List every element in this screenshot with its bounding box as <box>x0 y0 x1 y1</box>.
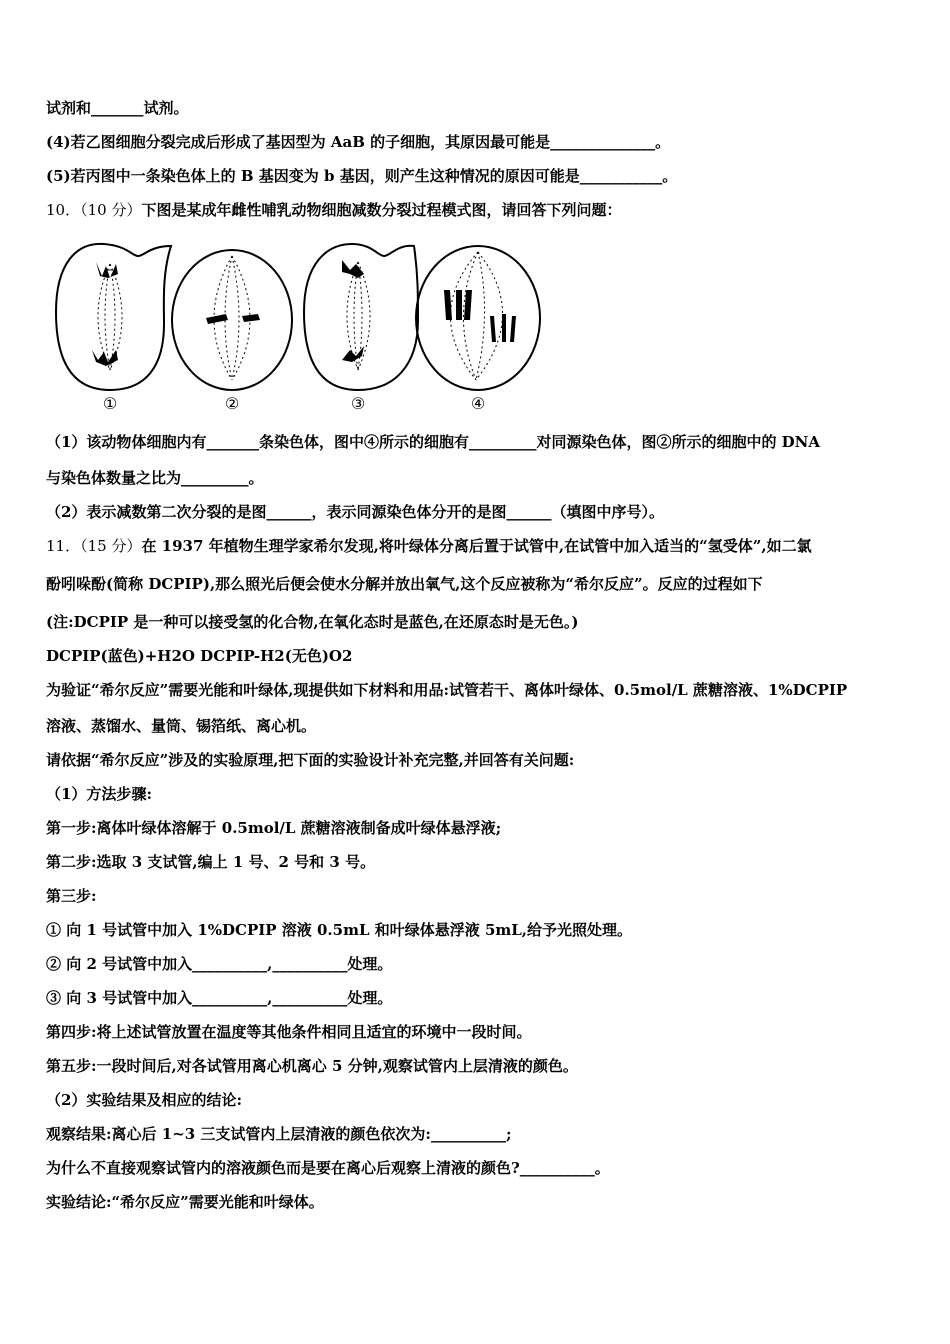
text-line: (5)若丙图中一条染色体上的 B 基因变为 b 基因，则产生这种情况的原因可能是___________。 <box>46 167 678 185</box>
text-line: ① 向 1 号试管中加入 1%DCPIP 溶液 0.5mL 和叶绿体悬浮液 5mL,给予光照处理。 <box>46 921 633 939</box>
question-10-stem: 10．（10 分）下图是某成年雌性哺乳动物细胞减数分裂过程模式图，请回答下列问题： <box>46 201 622 219</box>
cell-4-outline <box>416 246 540 390</box>
text-line: 第四步:将上述试管放置在温度等其他条件相同且适宜的环境中一段时间。 <box>46 1023 532 1041</box>
question-number: 10． <box>46 201 81 219</box>
text-line: 第三步: <box>46 887 97 905</box>
question-score: （10 分） <box>80 201 142 219</box>
meiosis-diagram <box>46 234 566 414</box>
text-line: （2）实验结果及相应的结论: <box>46 1091 242 1109</box>
text-line: 试剂和_______试剂。 <box>46 99 189 117</box>
text-line: (注:DCPIP 是一种可以接受氢的化合物,在氧化态时是蓝色,在还原态时是无色。) <box>46 613 579 631</box>
cell-3-outline <box>304 244 418 390</box>
text-line: 为什么不直接观察试管内的溶液颜色而是要在离心后观察上清液的颜色?__________。 <box>46 1159 610 1177</box>
text-line: (4)若乙图细胞分裂完成后形成了基因型为 AaB 的子细胞，其原因最可能是______________。 <box>46 133 671 151</box>
text-line: ② 向 2 号试管中加入__________,__________处理。 <box>46 955 393 973</box>
question-score: （15 分） <box>80 537 142 555</box>
text-line: 第一步:离体叶绿体溶解于 0.5mol/L 蔗糖溶液制备成叶绿体悬浮液; <box>46 819 502 837</box>
text-line: （1）该动物体细胞内有_______条染色体，图中④所示的细胞有_________对同源染色体，图②所示的细胞中的 DNA <box>46 433 821 451</box>
text-line: ③ 向 3 号试管中加入__________,__________处理。 <box>46 989 393 1007</box>
text-line: 酚吲哚酚(简称 DCPIP),那么照光后便会使水分解并放出氧气,这个反应被称为“希尔反应”。反应的过程如下 <box>46 575 763 593</box>
figure-label-4: ④ <box>470 394 486 413</box>
text-line: 请依据“希尔反应”涉及的实验原理,把下面的实验设计补充完整,并回答有关问题: <box>46 751 575 769</box>
text-line: 第五步:一段时间后,对各试管用离心机离心 5 分钟,观察试管内上层清液的颜色。 <box>46 1057 578 1075</box>
text-line: （2）表示减数第二次分裂的是图______，表示同源染色体分开的是图______（填图中序号）。 <box>46 503 664 521</box>
text-line: （1）方法步骤: <box>46 785 152 803</box>
figure-label-2: ② <box>224 394 240 413</box>
text-line: 与染色体数量之比为_________。 <box>46 469 264 487</box>
figure-label-3: ③ <box>350 394 366 413</box>
text-line: 第二步:选取 3 支试管,编上 1 号、2 号和 3 号。 <box>46 853 376 871</box>
text-line: 为验证“希尔反应”需要光能和叶绿体,现提供如下材料和用品:试管若干、离体叶绿体、0.5mol/L 蔗糖溶液、1%DCPIP <box>46 681 848 699</box>
cell-1-outline <box>56 244 171 390</box>
meiosis-figure <box>46 234 908 414</box>
question-number: 11． <box>46 537 81 555</box>
figure-label-1: ① <box>102 394 118 413</box>
text-line: 溶液、蒸馏水、量筒、锡箔纸、离心机。 <box>46 717 317 735</box>
equation: DCPIP(蓝色)+H2O DCPIP-H2(无色)O2 <box>46 647 353 665</box>
cell-2-outline <box>172 250 292 390</box>
document-page <box>46 98 908 1212</box>
text-line: 实验结论:“希尔反应”需要光能和叶绿体。 <box>46 1193 324 1211</box>
text-line: 观察结果:离心后 1~3 三支试管内上层清液的颜色依次为:__________; <box>46 1125 512 1143</box>
question-11-stem: 11．（15 分）在 1937 年植物生理学家希尔发现,将叶绿体分离后置于试管中,在试管中加入适当的“氢受体”,如二氯 <box>46 537 812 555</box>
